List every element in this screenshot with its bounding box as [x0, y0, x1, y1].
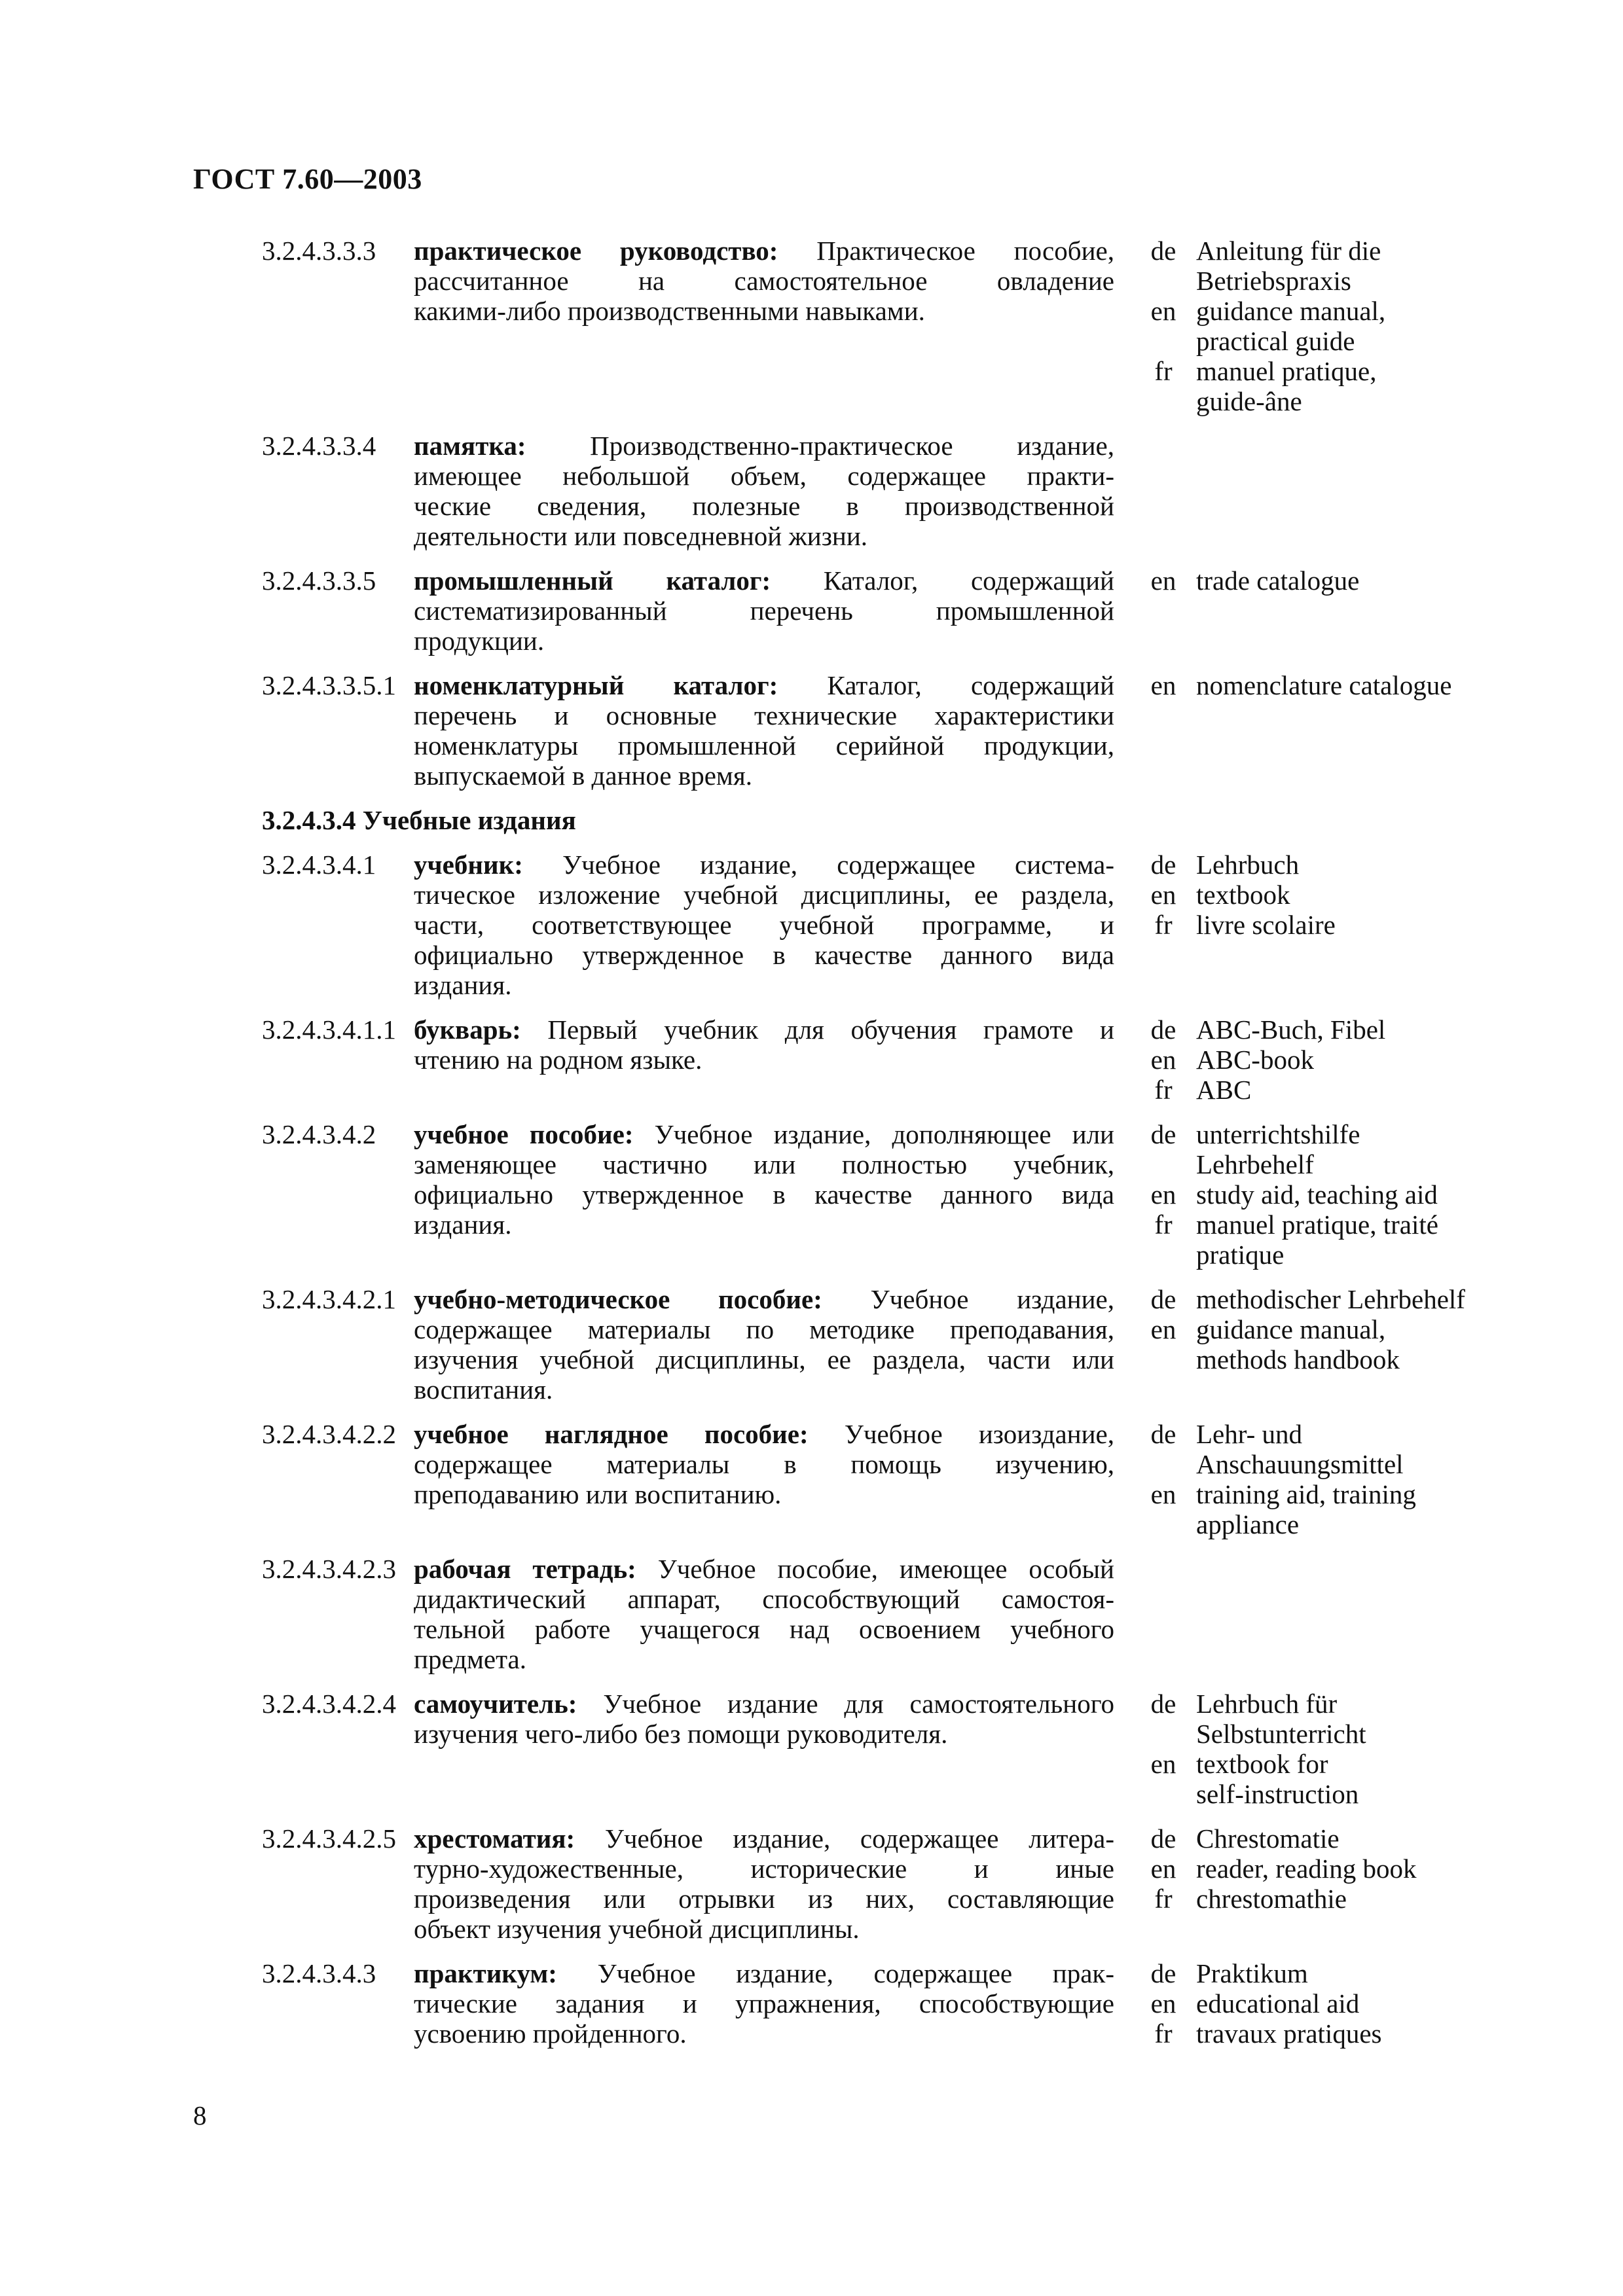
definition-line — [414, 1719, 1114, 1749]
definition-line — [414, 880, 1114, 910]
term-entry — [262, 236, 1499, 416]
equivalent-term: guidance manual, — [1196, 1314, 1386, 1344]
definition-line — [414, 1314, 1114, 1344]
equivalent-row — [1144, 880, 1484, 910]
equivalent-term: Lehrbehelf — [1196, 1149, 1314, 1179]
definition-line — [414, 970, 1114, 1000]
equivalent-row — [1144, 1854, 1484, 1884]
definition-line — [414, 1958, 1114, 1988]
term-name: номенклатурный каталог: — [414, 670, 778, 700]
definition-line — [414, 1554, 1114, 1584]
term-number: 3.2.4.3.4.2.1 — [262, 1284, 396, 1314]
definition-text: официально утвержденное в качестве данного вида — [414, 940, 1114, 970]
equivalent-row — [1144, 2018, 1484, 2049]
term-name: практикум: — [414, 1958, 557, 1988]
definition-text: изучения чего-либо без помощи руководителя. — [414, 1719, 948, 1749]
definition-text: деятельности или повседневной жизни. — [414, 521, 868, 551]
equivalent-row — [1144, 1014, 1484, 1045]
term-number: 3.2.4.3.4.2.2 — [262, 1419, 396, 1449]
language-code: en — [1150, 1045, 1176, 1075]
term-definition — [414, 1554, 1114, 1674]
definition-text: тические задания и упражнения, способствующие — [414, 1988, 1114, 2018]
equivalent-row — [1144, 1719, 1484, 1749]
equivalent-row — [1144, 1689, 1484, 1719]
definition-line — [414, 1449, 1114, 1479]
term-entry — [262, 565, 1499, 656]
foreign-equivalents — [1144, 565, 1484, 656]
term-definition — [414, 670, 1114, 791]
equivalent-term: chrestomathie — [1196, 1884, 1347, 1914]
term-definition — [414, 1284, 1114, 1405]
language-code: fr — [1154, 2018, 1173, 2049]
definition-text: Учебное издание, дополняющее или — [633, 1119, 1114, 1149]
definition-text: Учебное издание для самостоятельного — [577, 1689, 1114, 1719]
definition-text: преподаванию или воспитанию. — [414, 1479, 782, 1509]
language-code: de — [1150, 1958, 1176, 1988]
definition-line — [414, 461, 1114, 491]
definition-line — [414, 940, 1114, 970]
equivalent-row — [1144, 1314, 1484, 1344]
definition-text: официально утвержденное в качестве данного вида — [414, 1179, 1114, 1210]
foreign-equivalents — [1144, 1419, 1484, 1539]
language-code: de — [1150, 1284, 1176, 1314]
definition-text: ческие сведения, полезные в производственной — [414, 491, 1114, 521]
term-name: практическое руководство: — [414, 236, 778, 266]
definition-line — [414, 1284, 1114, 1314]
term-number: 3.2.4.3.4.2.3 — [262, 1554, 396, 1584]
definition-text: содержащее материалы по методике преподавания, — [414, 1314, 1114, 1344]
definition-line — [414, 1119, 1114, 1149]
definition-text: рассчитанное на самостоятельное овладение — [414, 266, 1114, 296]
language-code: fr — [1154, 356, 1173, 386]
foreign-equivalents — [1144, 236, 1484, 416]
term-entry — [262, 1554, 1499, 1674]
language-code: en — [1150, 565, 1176, 596]
definition-line — [414, 1854, 1114, 1884]
definition-line — [414, 1374, 1114, 1405]
term-entry — [262, 1119, 1499, 1270]
equivalent-term: manuel pratique, — [1196, 356, 1377, 386]
equivalent-term: appliance — [1196, 1509, 1300, 1539]
definition-line — [414, 1419, 1114, 1449]
section-heading: 3.2.4.3.4 Учебные издания — [262, 805, 576, 835]
foreign-equivalents — [1144, 1554, 1484, 1674]
language-code — [1144, 1449, 1183, 1479]
definition-line — [414, 670, 1114, 700]
equivalent-row — [1144, 1449, 1484, 1479]
equivalent-term: ABC — [1196, 1075, 1252, 1105]
definition-line — [414, 850, 1114, 880]
equivalent-row — [1144, 236, 1484, 266]
definition-line — [414, 1584, 1114, 1614]
foreign-equivalents — [1144, 1119, 1484, 1270]
definition-text: Учебное изоиздание, — [808, 1419, 1114, 1449]
term-definition — [414, 1119, 1114, 1270]
term-entry — [262, 1419, 1499, 1539]
definition-line — [414, 596, 1114, 626]
equivalent-term: unterrichtshilfe — [1196, 1119, 1360, 1149]
definition-line — [414, 431, 1114, 461]
definition-text: чтению на родном языке. — [414, 1045, 702, 1075]
equivalent-row — [1144, 296, 1484, 326]
term-name: памятка: — [414, 431, 526, 461]
term-number: 3.2.4.3.3.3 — [262, 236, 376, 266]
definition-text: объект изучения учебной дисциплины. — [414, 1914, 860, 1944]
equivalent-row — [1144, 1884, 1484, 1914]
equivalent-term: Lehr- und — [1196, 1419, 1302, 1449]
definition-line — [414, 1014, 1114, 1045]
foreign-equivalents — [1144, 1689, 1484, 1809]
definition-text: произведения или отрывки из них, составляющие — [414, 1884, 1114, 1914]
term-entry — [262, 670, 1499, 791]
equivalent-row — [1144, 1823, 1484, 1854]
equivalent-term: Lehrbuch — [1196, 850, 1300, 880]
term-entry — [262, 1014, 1499, 1105]
term-name: букварь: — [414, 1014, 521, 1045]
equivalent-term: textbook for — [1196, 1749, 1328, 1779]
equivalent-row — [1144, 1210, 1484, 1240]
definition-line — [414, 296, 1114, 326]
term-name: рабочая тетрадь: — [414, 1554, 636, 1584]
definition-line — [414, 1914, 1114, 1944]
term-number: 3.2.4.3.4.1 — [262, 850, 376, 880]
language-code — [1144, 1240, 1183, 1270]
equivalent-row — [1144, 1119, 1484, 1149]
definition-text: тическое изложение учебной дисциплины, ее раздела, — [414, 880, 1114, 910]
equivalent-row — [1144, 565, 1484, 596]
language-code: en — [1150, 1854, 1176, 1884]
language-code: fr — [1154, 1075, 1173, 1105]
definition-text: части, соответствующее учебной программе, и — [414, 910, 1114, 940]
definition-text: Каталог, содержащий — [771, 565, 1114, 596]
equivalent-row — [1144, 1509, 1484, 1539]
equivalent-row — [1144, 670, 1484, 700]
definition-text: Учебное издание, содержащее прак- — [556, 1958, 1114, 1988]
equivalent-term: trade catalogue — [1196, 565, 1360, 596]
term-entry — [262, 850, 1499, 1000]
definition-line — [414, 1479, 1114, 1509]
term-number: 3.2.4.3.4.2 — [262, 1119, 376, 1149]
definition-text: изучения учебной дисциплины, ее раздела, части или — [414, 1344, 1114, 1374]
language-code: fr — [1154, 1884, 1173, 1914]
language-code: en — [1150, 1988, 1176, 2018]
page-header: ГОСТ 7.60—2003 — [193, 163, 422, 195]
definition-text: выпускаемой в данное время. — [414, 761, 752, 791]
equivalent-row — [1144, 850, 1484, 880]
definition-text: воспитания. — [414, 1374, 553, 1405]
definition-line — [414, 1344, 1114, 1374]
equivalent-row — [1144, 1988, 1484, 2018]
language-code: de — [1150, 1689, 1176, 1719]
foreign-equivalents — [1144, 1958, 1484, 2049]
equivalent-term: textbook — [1196, 880, 1290, 910]
term-name: хрестоматия: — [414, 1823, 575, 1854]
language-code: de — [1150, 236, 1176, 266]
equivalent-term: manuel pratique, traité — [1196, 1210, 1438, 1240]
definition-text: Практическое пособие, — [778, 236, 1114, 266]
term-number: 3.2.4.3.3.5 — [262, 565, 376, 596]
language-code — [1144, 1719, 1183, 1749]
definition-line — [414, 266, 1114, 296]
definition-line — [414, 565, 1114, 596]
definition-line — [414, 910, 1114, 940]
definition-text: Учебное издание, содержащее литера- — [575, 1823, 1114, 1854]
term-definition — [414, 236, 1114, 416]
definition-text: дидактический аппарат, способствующий самостоя- — [414, 1584, 1114, 1614]
definition-text: перечень и основные технические характеристики — [414, 700, 1114, 730]
language-code — [1144, 1149, 1183, 1179]
language-code: en — [1150, 670, 1176, 700]
equivalent-row — [1144, 266, 1484, 296]
language-code: de — [1150, 1014, 1176, 1045]
definition-line — [414, 1179, 1114, 1210]
definition-text: предмета. — [414, 1644, 526, 1674]
equivalent-term: ABC-Buch, Fibel — [1196, 1014, 1386, 1045]
term-number: 3.2.4.3.4.2.5 — [262, 1823, 396, 1854]
language-code: en — [1150, 880, 1176, 910]
equivalent-term: practical guide — [1196, 326, 1355, 356]
language-code — [1144, 326, 1183, 356]
term-name: самоучитель: — [414, 1689, 577, 1719]
definition-text: усвоению пройденного. — [414, 2018, 687, 2049]
equivalent-term: livre scolaire — [1196, 910, 1336, 940]
definition-line — [414, 730, 1114, 761]
definition-text: содержащее материалы в помощь изучению, — [414, 1449, 1114, 1479]
definition-text: заменяющее частично или полностью учебник, — [414, 1149, 1114, 1179]
language-code — [1144, 1344, 1183, 1374]
definition-line — [414, 1644, 1114, 1674]
term-entry — [262, 1823, 1499, 1944]
term-number: 3.2.4.3.3.4 — [262, 431, 376, 461]
equivalent-term: study aid, teaching aid — [1196, 1179, 1438, 1210]
definition-text: какими-либо производственными навыками. — [414, 296, 925, 326]
language-code: en — [1150, 1179, 1176, 1210]
language-code — [1144, 1509, 1183, 1539]
foreign-equivalents — [1144, 431, 1484, 551]
equivalent-term: self-instruction — [1196, 1779, 1359, 1809]
equivalent-term: methods handbook — [1196, 1344, 1400, 1374]
equivalent-term: nomenclature catalogue — [1196, 670, 1452, 700]
language-code: de — [1150, 1823, 1176, 1854]
definition-text: Учебное издание, — [822, 1284, 1114, 1314]
definition-line — [414, 1149, 1114, 1179]
definition-text: издания. — [414, 1210, 512, 1240]
definition-text: Учебное издание, содержащее система- — [522, 850, 1114, 880]
equivalent-term: pratique — [1196, 1240, 1285, 1270]
term-definition — [414, 1014, 1114, 1105]
equivalent-row — [1144, 1419, 1484, 1449]
foreign-equivalents — [1144, 670, 1484, 791]
equivalent-row — [1144, 1344, 1484, 1374]
equivalent-row — [1144, 1284, 1484, 1314]
equivalent-term: Lehrbuch für — [1196, 1689, 1338, 1719]
language-code: en — [1150, 296, 1176, 326]
definition-line — [414, 1614, 1114, 1644]
foreign-equivalents — [1144, 850, 1484, 1000]
equivalent-term: training aid, training — [1196, 1479, 1416, 1509]
equivalent-row — [1144, 326, 1484, 356]
term-definition — [414, 1823, 1114, 1944]
definition-line — [414, 1823, 1114, 1854]
equivalent-term: Anschauungsmittel — [1196, 1449, 1404, 1479]
definition-line — [414, 626, 1114, 656]
definition-text: Каталог, содержащий — [778, 670, 1115, 700]
equivalent-term: reader, reading book — [1196, 1854, 1417, 1884]
equivalent-term: guidance manual, — [1196, 296, 1386, 326]
term-definition — [414, 1419, 1114, 1539]
equivalent-term: Anleitung für die — [1196, 236, 1381, 266]
definition-line — [414, 1988, 1114, 2018]
definition-text: продукции. — [414, 626, 545, 656]
language-code: de — [1150, 1119, 1176, 1149]
language-code: de — [1150, 850, 1176, 880]
term-definition — [414, 850, 1114, 1000]
equivalent-row — [1144, 1149, 1484, 1179]
term-number: 3.2.4.3.3.5.1 — [262, 670, 396, 700]
definition-text: систематизированный перечень промышленной — [414, 596, 1114, 626]
definition-line — [414, 491, 1114, 521]
language-code: fr — [1154, 1210, 1173, 1240]
definition-text: номенклатуры промышленной серийной продукции, — [414, 730, 1114, 761]
term-number: 3.2.4.3.4.2.4 — [262, 1689, 396, 1719]
language-code: fr — [1154, 910, 1173, 940]
definition-line — [414, 700, 1114, 730]
equivalent-term: Betriebspraxis — [1196, 266, 1351, 296]
foreign-equivalents — [1144, 1284, 1484, 1405]
term-name: учебно-методическое пособие: — [414, 1284, 822, 1314]
language-code — [1144, 386, 1183, 416]
equivalent-row — [1144, 1045, 1484, 1075]
term-entry — [262, 1689, 1499, 1809]
language-code — [1144, 266, 1183, 296]
foreign-equivalents — [1144, 1014, 1484, 1105]
equivalent-term: Selbstunterricht — [1196, 1719, 1366, 1749]
equivalent-row — [1144, 1179, 1484, 1210]
foreign-equivalents — [1144, 1823, 1484, 1944]
language-code: en — [1150, 1314, 1176, 1344]
equivalent-term: educational aid — [1196, 1988, 1360, 2018]
definition-text: турно-художественные, исторические и иные — [414, 1854, 1114, 1884]
definition-line — [414, 1210, 1114, 1240]
term-entry — [262, 1284, 1499, 1405]
language-code: en — [1150, 1749, 1176, 1779]
language-code: en — [1150, 1479, 1176, 1509]
definition-line — [414, 521, 1114, 551]
term-name: учебное пособие: — [414, 1119, 634, 1149]
definition-text: Производственно-практическое издание, — [526, 431, 1114, 461]
term-definition — [414, 565, 1114, 656]
equivalent-row — [1144, 1075, 1484, 1105]
term-name: учебник: — [414, 850, 523, 880]
equivalent-term: Chrestomatie — [1196, 1823, 1340, 1854]
term-number: 3.2.4.3.4.3 — [262, 1958, 376, 1988]
definition-line — [414, 761, 1114, 791]
equivalent-row — [1144, 1779, 1484, 1809]
terms-list — [262, 236, 1499, 2063]
definition-text: имеющее небольшой объем, содержащее практи- — [414, 461, 1114, 491]
term-definition — [414, 431, 1114, 551]
definition-line — [414, 236, 1114, 266]
term-definition — [414, 1958, 1114, 2049]
equivalent-row — [1144, 1240, 1484, 1270]
equivalent-term: ABC-book — [1196, 1045, 1314, 1075]
definition-text: издания. — [414, 970, 512, 1000]
definition-line — [414, 1689, 1114, 1719]
equivalent-term: methodischer Lehrbehelf — [1196, 1284, 1465, 1314]
equivalent-row — [1144, 1479, 1484, 1509]
equivalent-term: Praktikum — [1196, 1958, 1308, 1988]
language-code: de — [1150, 1419, 1176, 1449]
equivalent-row — [1144, 1749, 1484, 1779]
definition-line — [414, 2018, 1114, 2049]
definition-line — [414, 1045, 1114, 1075]
definition-text: тельной работе учащегося над освоением учебного — [414, 1614, 1114, 1644]
definition-line — [414, 1884, 1114, 1914]
page-number: 8 — [193, 2100, 207, 2130]
term-entry — [262, 431, 1499, 551]
equivalent-term: travaux pratiques — [1196, 2018, 1382, 2049]
equivalent-term: guide-âne — [1196, 386, 1302, 416]
equivalent-row — [1144, 910, 1484, 940]
term-definition — [414, 1689, 1114, 1809]
term-name: учебное наглядное пособие: — [414, 1419, 809, 1449]
equivalent-row — [1144, 386, 1484, 416]
equivalent-row — [1144, 356, 1484, 386]
language-code — [1144, 1779, 1183, 1809]
equivalent-row — [1144, 1958, 1484, 1988]
term-entry — [262, 1958, 1499, 2049]
definition-text: Учебное пособие, имеющее особый — [636, 1554, 1115, 1584]
definition-text: Первый учебник для обучения грамоте и — [520, 1014, 1114, 1045]
term-number: 3.2.4.3.4.1.1 — [262, 1014, 396, 1045]
term-name: промышленный каталог: — [414, 565, 771, 596]
